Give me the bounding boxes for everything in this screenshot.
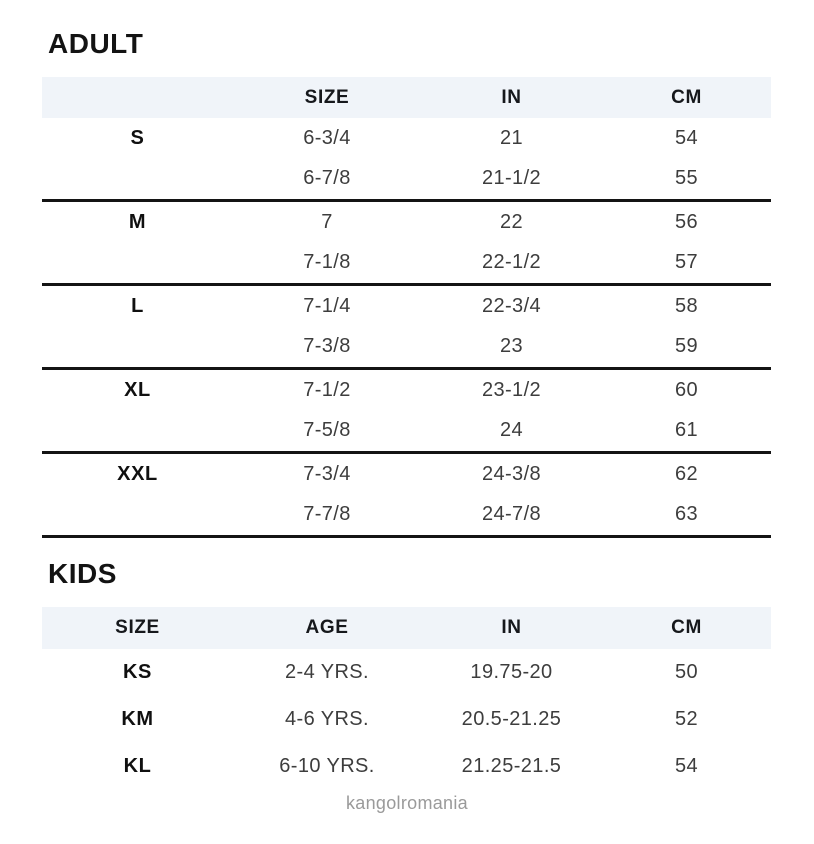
adult-section-title: ADULT xyxy=(48,28,144,59)
cm-value: 50 xyxy=(674,661,699,683)
size-value: 6-7/8 xyxy=(303,167,351,190)
table-row xyxy=(42,649,771,696)
size-value: 7-3/8 xyxy=(303,335,351,358)
size-value: 7-3/4 xyxy=(303,462,351,485)
adult-header-size: SIZE xyxy=(304,87,350,108)
adult-size-group-xxl xyxy=(42,454,771,538)
cm-value: 62 xyxy=(674,462,699,485)
table-row xyxy=(42,159,771,200)
cm-value: 54 xyxy=(674,126,699,149)
table-row xyxy=(42,411,771,452)
size-value: 7-1/8 xyxy=(303,251,351,274)
adult-header-blank xyxy=(42,77,233,118)
cm-value: 57 xyxy=(674,251,699,274)
size-value: 7 xyxy=(321,210,333,233)
adult-table-header-row xyxy=(42,77,771,118)
table-row xyxy=(42,118,771,159)
table-row xyxy=(42,202,771,243)
size-label: KL xyxy=(123,755,152,777)
size-label: L xyxy=(131,294,144,317)
adult-size-group-xl xyxy=(42,370,771,454)
size-label: KS xyxy=(123,661,152,683)
cm-value: 60 xyxy=(674,378,699,401)
adult-header-cm: CM xyxy=(671,87,702,108)
table-row xyxy=(42,327,771,368)
in-value: 24-3/8 xyxy=(481,462,542,485)
in-value: 21.25-21.5 xyxy=(461,755,562,777)
table-row xyxy=(42,495,771,536)
age-value: 6-10 YRS. xyxy=(279,755,375,777)
adult-size-group-m xyxy=(42,202,771,286)
size-value: 7-5/8 xyxy=(303,419,351,442)
in-value: 20.5-21.25 xyxy=(461,708,562,730)
size-value: 6-3/4 xyxy=(303,126,351,149)
size-value: 7-1/2 xyxy=(303,378,351,401)
cm-value: 59 xyxy=(674,335,699,358)
cm-value: 58 xyxy=(674,294,699,317)
kids-size-table xyxy=(42,607,771,790)
in-value: 22-3/4 xyxy=(481,294,542,317)
table-row xyxy=(42,454,771,495)
in-value: 21-1/2 xyxy=(481,167,542,190)
size-label: S xyxy=(130,126,145,149)
in-value: 23-1/2 xyxy=(481,378,542,401)
cm-value: 54 xyxy=(674,755,699,777)
age-value: 2-4 YRS. xyxy=(285,661,369,683)
size-label: XL xyxy=(124,378,151,401)
table-row xyxy=(42,696,771,743)
kids-header-age: AGE xyxy=(305,617,349,638)
size-value: 7-1/4 xyxy=(303,294,351,317)
cm-value: 63 xyxy=(674,503,699,526)
adult-size-group-l xyxy=(42,286,771,370)
cm-value: 61 xyxy=(674,419,699,442)
adult-size-table xyxy=(42,77,771,538)
kids-header-cm: CM xyxy=(671,617,702,638)
cm-value: 52 xyxy=(674,708,699,730)
age-value: 4-6 YRS. xyxy=(285,708,369,730)
cm-value: 56 xyxy=(674,210,699,233)
kids-header-in: IN xyxy=(501,617,522,638)
size-label: M xyxy=(128,210,147,233)
cm-value: 55 xyxy=(674,167,699,190)
adult-header-in: IN xyxy=(501,87,522,108)
in-value: 22-1/2 xyxy=(481,251,542,274)
table-row xyxy=(42,370,771,411)
in-value: 22 xyxy=(499,210,524,233)
adult-size-group-s xyxy=(42,118,771,202)
in-value: 21 xyxy=(499,126,524,149)
kids-header-size: SIZE xyxy=(115,617,160,638)
size-value: 7-7/8 xyxy=(303,503,351,526)
size-label: KM xyxy=(121,708,154,730)
size-label: XXL xyxy=(117,462,158,485)
table-row xyxy=(42,243,771,284)
kids-section-title: KIDS xyxy=(48,558,117,589)
in-value: 19.75-20 xyxy=(470,661,553,683)
in-value: 24 xyxy=(499,419,524,442)
table-row xyxy=(42,286,771,327)
table-row xyxy=(42,743,771,790)
kids-table-header-row xyxy=(42,607,771,649)
in-value: 23 xyxy=(499,335,524,358)
in-value: 24-7/8 xyxy=(481,503,542,526)
watermark-text: kangolromania xyxy=(346,793,468,813)
